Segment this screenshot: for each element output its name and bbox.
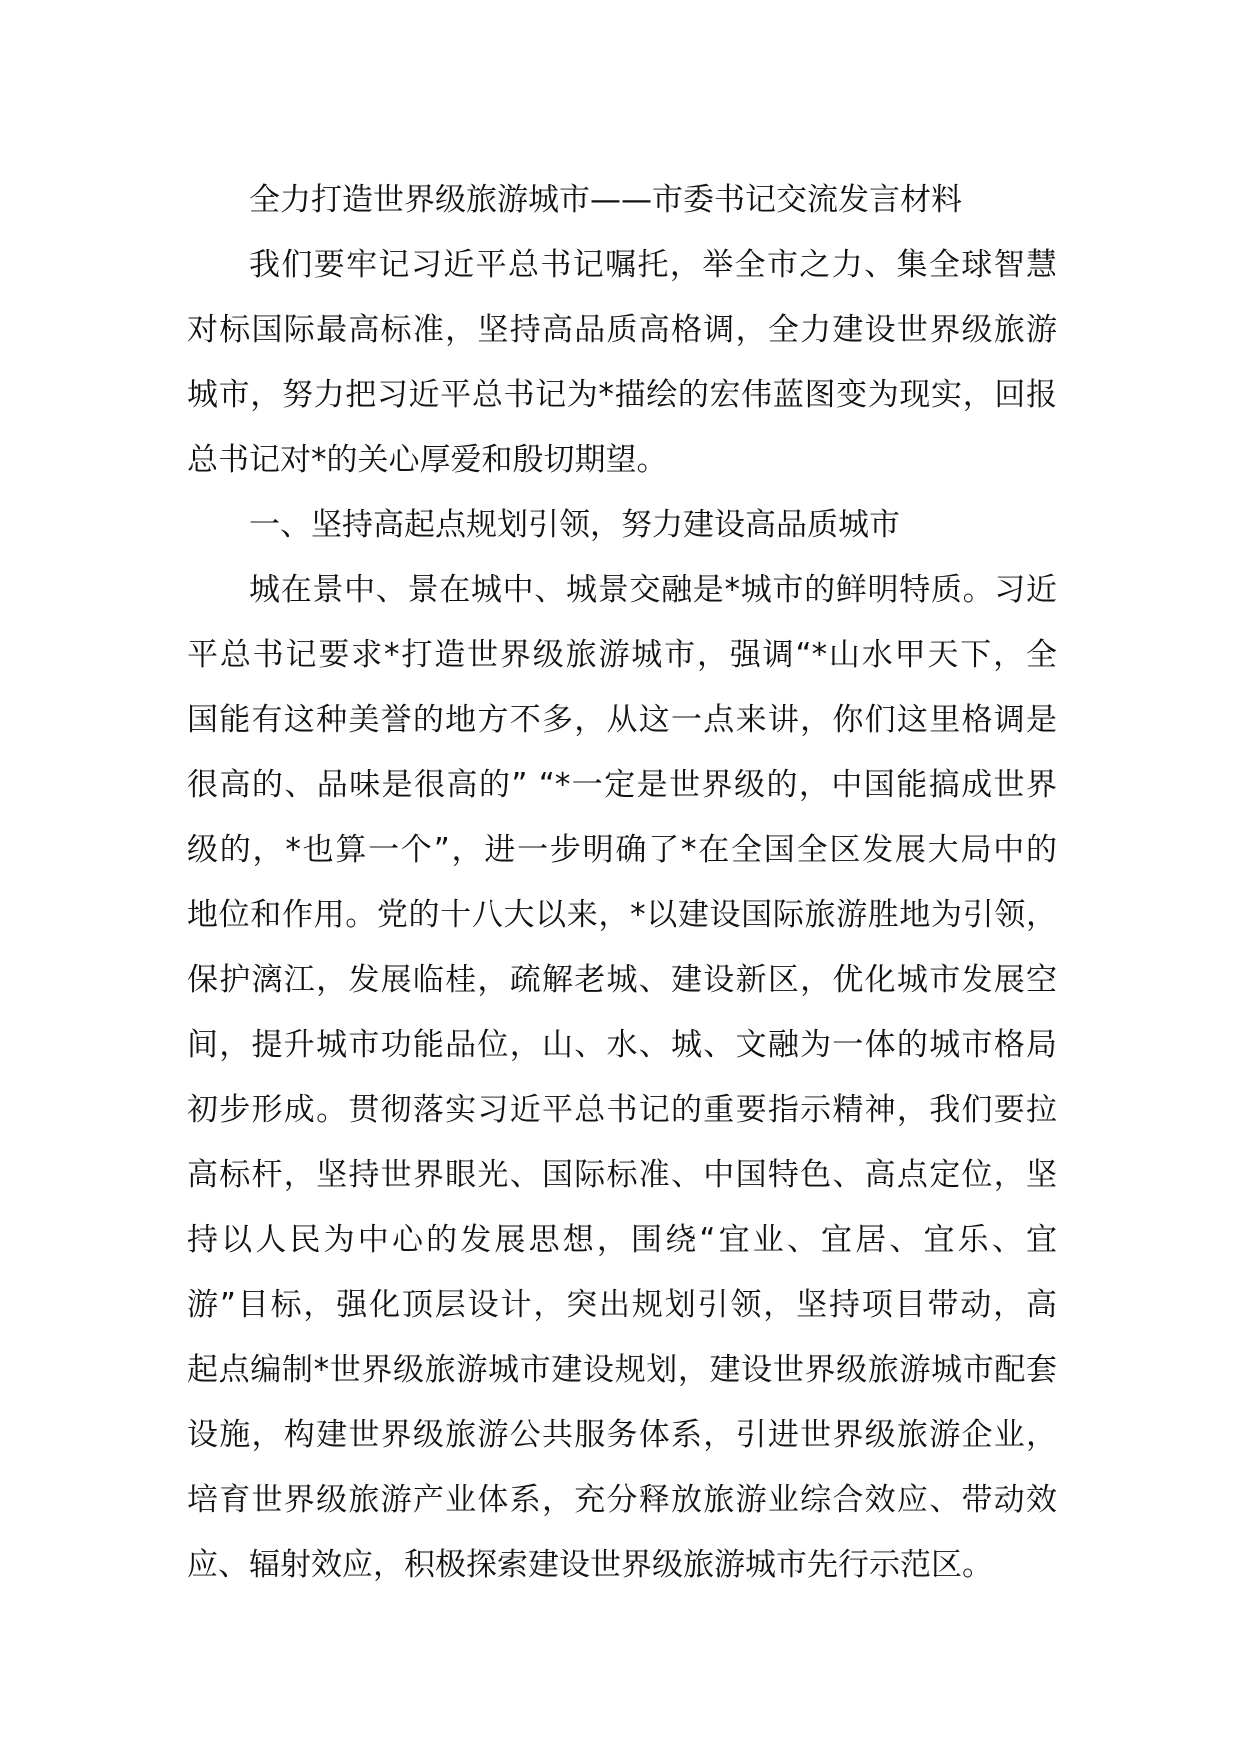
paragraph-line: 国能有这种美誉的地方不多，从这一点来讲，你们这里格调是 <box>187 702 1057 738</box>
paragraph-line: 游”目标，强化顶层设计，突出规划引领，坚持项目带动，高 <box>187 1287 1057 1323</box>
paragraph-line: 高标杆，坚持世界眼光、国际标准、中国特色、高点定位，坚 <box>187 1157 1057 1193</box>
paragraph-line: 平总书记要求*打造世界级旅游城市，强调“*山水甲天下，全 <box>187 637 1057 673</box>
section-heading <box>187 493 1057 558</box>
paragraph-line: 培育世界级旅游产业体系，充分释放旅游业综合效应、带动效 <box>187 1482 1057 1518</box>
paragraph-line: 级的，*也算一个”，进一步明确了*在全国全区发展大局中的 <box>187 832 1057 868</box>
paragraph-line: 地位和作用。党的十八大以来，*以建设国际旅游胜地为引领， <box>187 897 1057 933</box>
paragraph-line: 对标国际最高标准，坚持高品质高格调，全力建设世界级旅游 <box>187 312 1057 348</box>
paragraph-intro <box>187 233 1057 493</box>
paragraph-line: 保护漓江，发展临桂，疏解老城、建设新区，优化城市发展空 <box>187 962 1057 998</box>
paragraph-line: 城市，努力把习近平总书记为*描绘的宏伟蓝图变为现实，回报 <box>187 377 1057 413</box>
paragraph-line: 应、辐射效应，积极探索建设世界级旅游城市先行示范区。 <box>187 1547 993 1583</box>
paragraph-line: 间，提升城市功能品位，山、水、城、文融为一体的城市格局 <box>187 1027 1057 1063</box>
paragraph-line: 持以人民为中心的发展思想，围绕“宜业、宜居、宜乐、宜 <box>187 1222 1057 1258</box>
paragraph-line: 起点编制*世界级旅游城市建设规划，建设世界级旅游城市配套 <box>187 1352 1057 1388</box>
paragraph-line: 总书记对*的关心厚爱和殷切期望。 <box>187 442 668 478</box>
paragraph-body <box>187 558 1057 1598</box>
paragraph-line: 很高的、品味是很高的” “*一定是世界级的，中国能搞成世界 <box>187 767 1057 803</box>
paragraph-line: 我们要牢记习近平总书记嘱托，举全市之力、集全球智慧 <box>249 247 1057 283</box>
paragraph-line: 设施，构建世界级旅游公共服务体系，引进世界级旅游企业， <box>187 1417 1057 1453</box>
paragraph-line: 初步形成。贯彻落实习近平总书记的重要指示精神，我们要拉 <box>187 1092 1057 1128</box>
document-body <box>187 168 1057 1598</box>
section-heading-text: 一、坚持高起点规划引领，努力建设高品质城市 <box>249 507 900 543</box>
paragraph-line: 城在景中、景在城中、城景交融是*城市的鲜明特质。习近 <box>249 572 1057 608</box>
document-title: 全力打造世界级旅游城市——市委书记交流发言材料 <box>249 182 962 218</box>
